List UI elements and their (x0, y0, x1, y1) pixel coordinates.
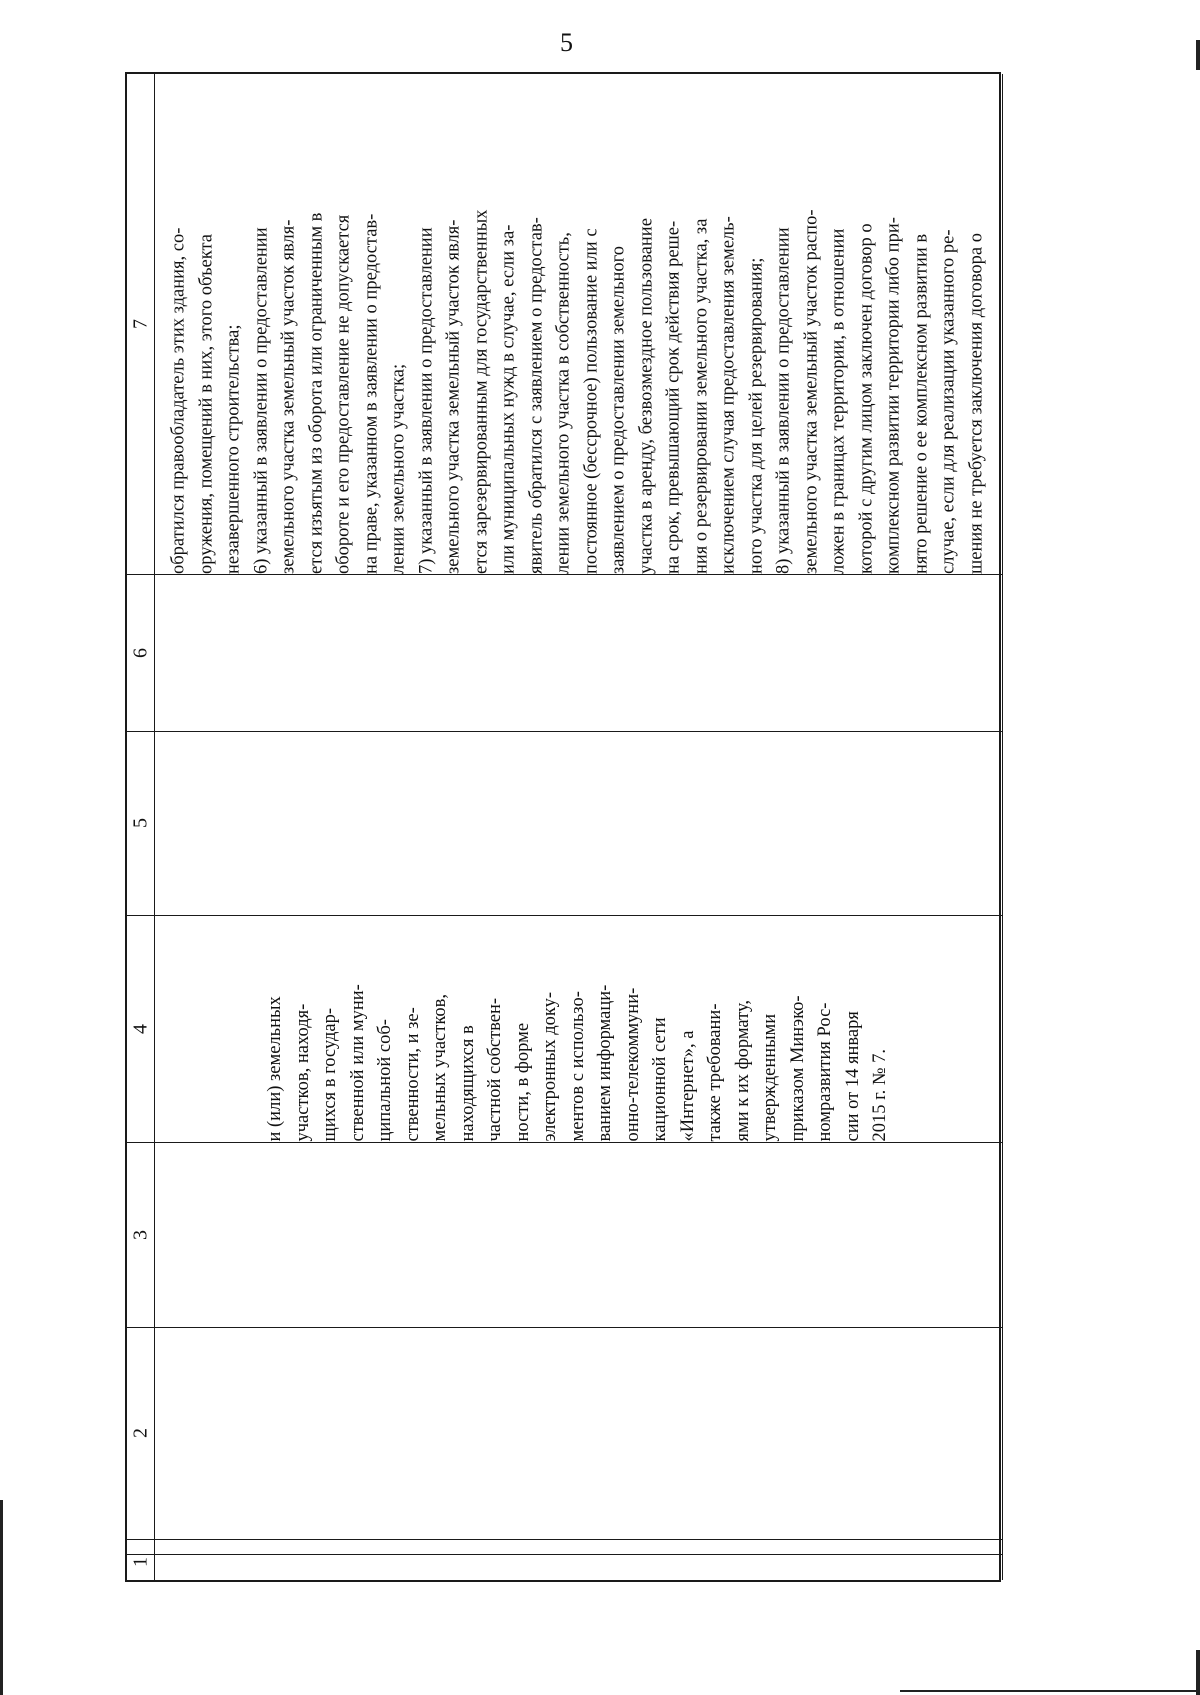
column-header-2: 2 (129, 1428, 151, 1438)
text-line: случае, если для реализации указанного ре- (938, 229, 959, 574)
text-line: 7) указанный в заявлении о предоставлении (416, 227, 436, 574)
text-line: земельного участка земельный участок явля- (443, 219, 464, 574)
text-line: которой с другим лицом заключен договор о (856, 223, 876, 574)
text-line: заявлением о предоставлении земельного (608, 245, 629, 574)
text-line: электронных доку- (539, 991, 560, 1142)
text-line: находящихся в (457, 1025, 478, 1142)
scan-edge-mark (1196, 1650, 1200, 1695)
text-line: ственной или муни- (347, 984, 368, 1142)
text-line: на срок, превышающий срок действия реше- (663, 220, 684, 574)
text-line: и (или) земельных (264, 996, 285, 1142)
column-header-1: 1 (129, 1556, 151, 1567)
text-line: 2015 г. № 7. (869, 1048, 890, 1142)
column-separator-7-6 (127, 574, 1003, 575)
text-line: ванием информаци- (594, 984, 615, 1142)
text-line: сии от 14 января (842, 1011, 863, 1142)
column-4-cell (154, 915, 1002, 1142)
text-line: оружения, помещений в них, этого объекта (196, 233, 216, 574)
column-header-3: 3 (129, 1229, 151, 1240)
text-line: исключением случая предоставления земель- (718, 216, 739, 574)
text-line: мельных участков, (429, 993, 450, 1142)
text-line: ния о резервировании земельного участка, за (691, 218, 711, 574)
text-line: лении земельного участка; (388, 363, 409, 574)
text-line: ментов с использо- (567, 991, 588, 1142)
text-line: ями к их формату, (732, 999, 753, 1142)
text-line: приказом Минэко- (787, 995, 808, 1142)
column-7-text (166, 74, 991, 574)
scan-edge-mark (0, 1500, 3, 1695)
text-line: участка в аренду, безвозмездное пользование (636, 218, 656, 574)
text-line: обратился правообладатель этих здания, со- (168, 227, 189, 574)
text-line: «Интернет», а (677, 1030, 698, 1142)
column-separator-3-2 (127, 1327, 1003, 1328)
text-line: кационной сети (649, 1017, 670, 1142)
column-header-4: 4 (129, 1023, 151, 1034)
text-line: постоянное (бессрочное) пользование или с (581, 228, 601, 574)
text-line: ственности, и зе- (402, 1007, 423, 1142)
text-line: явитель обратился с заявлением о предостав- (526, 217, 546, 574)
text-line: ется зарезервированным для государственных (471, 209, 491, 574)
column-header-7: 7 (129, 319, 151, 329)
scan-edge-mark (900, 1690, 1200, 1692)
column-header-5: 5 (129, 818, 151, 828)
text-line: частной собствен- (484, 997, 505, 1142)
column-separator-4-3 (127, 1142, 1003, 1143)
text-line: обороте и его предоставление не допускается (333, 214, 354, 574)
text-line: щихся в государ- (319, 1008, 340, 1142)
text-line: земельного участка земельный участок распо- (801, 209, 821, 574)
column-4-text (262, 915, 895, 1142)
text-line: ности, в форме (512, 1022, 533, 1142)
column-separator-1-extra (127, 1554, 1003, 1555)
text-line: или муниципальных нужд в случае, если за- (498, 224, 519, 574)
text-line: комплексном развитии территории либо при- (883, 217, 904, 574)
text-line: ется изъятым из оборота или ограниченным в (306, 212, 326, 574)
column-header-6: 6 (129, 647, 151, 658)
table-edge-line (1002, 74, 1003, 1580)
text-line: также требовани- (704, 1003, 725, 1142)
text-line: 8) указанный в заявлении о предоставлении (773, 227, 794, 574)
column-7-cell (154, 74, 1002, 574)
text-line: участков, находя- (292, 1003, 313, 1142)
text-line: 6) указанный в заявлении о предоставлении (251, 227, 271, 574)
text-line: онно-телекоммуни- (622, 987, 643, 1142)
text-line: ципальной соб- (374, 1019, 395, 1142)
rotated-table (125, 72, 1001, 1582)
text-line: лении земельного участка в собственность, (553, 232, 574, 574)
page-number: 5 (560, 28, 573, 57)
text-line: утвержденными (759, 1013, 780, 1142)
text-line: на праве, указанном в заявлении о предостав- (361, 213, 381, 574)
text-line: ложен в границах территории, в отношении (828, 228, 849, 574)
text-line: номразвития Рос- (814, 1002, 835, 1142)
scan-edge-mark (1196, 40, 1200, 70)
text-line: нято решение о ее комплексном развитии в (911, 233, 931, 574)
text-line: незавершенного строительства; (223, 324, 244, 574)
text-line: шения не требуется заключения договора о (966, 232, 986, 574)
text-line: ного участка для целей резервирования; (746, 257, 766, 574)
text-line: земельного участка земельный участок явля- (278, 219, 299, 574)
column-separator-6-5 (127, 731, 1003, 732)
column-separator-2-1 (127, 1539, 1003, 1540)
